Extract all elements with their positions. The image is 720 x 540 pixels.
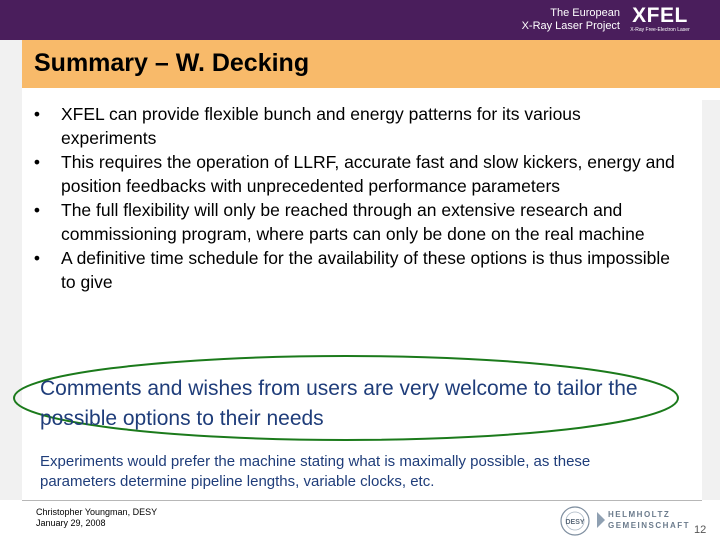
footer-date: January 29, 2008 xyxy=(36,518,106,528)
bullet-marker: • xyxy=(33,200,41,220)
bullet-text: XFEL can provide flexible bunch and energy patterns for its various experiments xyxy=(61,104,581,148)
comment-text: Comments and wishes from users are very welcome to tailor the possible options to their needs xyxy=(40,377,638,430)
page-number: 12 xyxy=(694,524,707,536)
bullet-marker: • xyxy=(33,248,41,268)
bullet-text: The full flexibility will only be reached through an extensive research and commissioning program, where parts can only be done on the real machine xyxy=(61,200,645,244)
slide-title: Summary – W. Decking xyxy=(34,49,310,77)
footer-author-block xyxy=(36,507,157,529)
bullet-marker: • xyxy=(33,152,41,172)
org-line-2: X-Ray Laser Project xyxy=(521,20,620,32)
helmholtz-logo-icon xyxy=(596,510,606,530)
helmholtz-line-2: GEMEINSCHAFT xyxy=(608,521,690,530)
footer-divider xyxy=(22,500,702,501)
helmholtz-logo xyxy=(608,509,690,531)
desy-logo-text: DESY xyxy=(565,519,585,526)
xfel-logo-subtext: X-Ray Free-Electron Laser xyxy=(630,27,690,33)
bullet-text: A definitive time schedule for the availability of these options is thus impossible to give xyxy=(61,248,670,292)
note-text: Experiments would prefer the machine stating what is maximally possible, as these parameters determine pipeline lengths, variable clocks, etc. xyxy=(40,453,591,490)
xfel-logo-text: XFEL xyxy=(632,4,688,27)
helmholtz-line-1: HELMHOLTZ xyxy=(608,510,671,519)
desy-logo-icon xyxy=(558,505,592,537)
bullet-marker: • xyxy=(33,104,41,124)
footer-author: Christopher Youngman, DESY xyxy=(36,507,158,517)
bullet-text: This requires the operation of LLRF, accurate fast and slow kickers, energy and position feedbacks with unprecedented performance parameters xyxy=(61,152,675,196)
org-line-1: The European xyxy=(550,7,620,19)
